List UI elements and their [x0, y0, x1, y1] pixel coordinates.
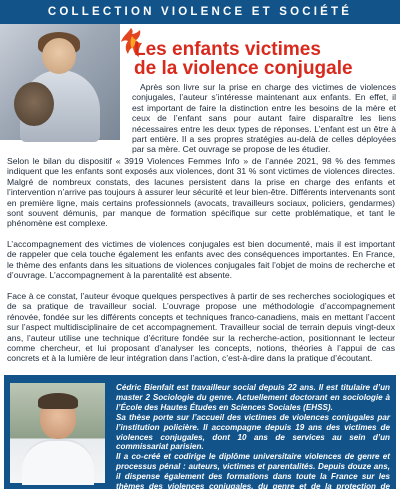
- title-line-1: Les enfants victimes: [134, 39, 321, 60]
- author-bio-box: [4, 375, 396, 501]
- bio-paragraph: Il a co-créé et codirige le diplôme universitaire violences de genre et processus pénal : auteurs, victimes et parentalités. Depuis douze ans, il dispense également des formations dans toute la France sur les thèmes des violences conjugales, du genre et de la protection de l’enfance.: [116, 452, 390, 501]
- author-photo: [10, 383, 105, 483]
- bio-paragraph: Sa thèse porte sur l’accueil des victimes de violences conjugales par l’institution policière. Il accompagne depuis 19 ans des victimes de violences conjugales, dont 10 ans de services au sein d’un commissariat parisien.: [116, 412, 390, 452]
- paragraph-text: Face à ce constat, l’auteur évoque quelques perspectives à partir de ses recherches sociologiques et de sa pratique de travailleur social. L’ouvrage propose une méthodologie d’accompagnement rénovée, fondée sur les différents concepts et techniques franco-canadiens, mais en mettant l’accent sur l’aspect multidisciplinaire de cet accompagnement. Travailleur social de terrain depuis vingt-deux ans, l’auteur utilise une technique d’écriture fondée sur la recherche-action, positionnant le lecteur comme chercheur, et lui proposant d’analyser les concepts, notions, théories à l’appui de cas concrets et à la lumière de leur intégration dans l’action, c’est-à-dire dans la pratique d’écoutant.: [7, 291, 395, 364]
- page-title: [134, 40, 396, 78]
- paragraph-3: [7, 291, 395, 364]
- collection-title: COLLECTION VIOLENCE ET SOCIÉTÉ: [47, 6, 353, 18]
- lead-paragraph: [132, 82, 396, 155]
- teddy-bear: [14, 82, 54, 126]
- paragraph-2: [7, 239, 395, 281]
- lead-text: Après son livre sur la prise en charge des victimes de violences conjugales, l’auteur s’intéresse maintenant aux enfants. En effet, il est important de faire la distinction entre les besoins de la mère et ceux de l’enfant sans pour autant faire disparaître les liens nécessaires entre les deux types de réponses. L’enfant est un être à part entière. Il a ses propres stratégies au-delà de celles déployées par sa mère. Cet ouvrage se propose de les étudier.: [132, 82, 396, 155]
- collection-banner: [0, 0, 400, 24]
- cover-photo: [0, 24, 120, 140]
- bio-paragraph: Cédric Bienfait est travailleur social depuis 22 ans. Il est titulaire d’un master 2 Sociologie du genre. Actuellement doctorant en sociologie à l’École des Hautes Études en Sciences Sociales (EHSS).: [116, 383, 390, 412]
- paragraph-text: L’accompagnement des victimes de violences conjugales est bien documenté, mais il est important de rappeler que cela touche également les enfants avec des conséquences importantes. En France, le thème des enfants dans les situations de violences conjugales fait l’objet de moins de recherche et d’ouvrage. L’accompagnement à la parentalité est absente.: [7, 239, 395, 281]
- paragraph-text: Selon le bilan du dispositif « 3919 Violences Femmes Info » de l’année 2021, 98 % des femmes indiquent que les enfants sont exposés aux violences, dont 31 % sont victimes de violences directes. Malgré de nombreux constats, des lacunes persistent dans la prise en charge des enfants et l’intervention n’arrive pas toujours à assurer leur sécurité et leur bien-être. Différents intervenants sont en première ligne, mais certains professionnels (avocats, travailleurs sociaux, policiers, gendarmes) sont souvent démunis, par manque de formation spécifique sur cette problématique, et tant le phénomène est complexe.: [7, 156, 395, 229]
- title-line-2: de la violence conjugale: [134, 58, 353, 79]
- paragraph-1: [7, 156, 395, 229]
- author-bio: [116, 383, 390, 502]
